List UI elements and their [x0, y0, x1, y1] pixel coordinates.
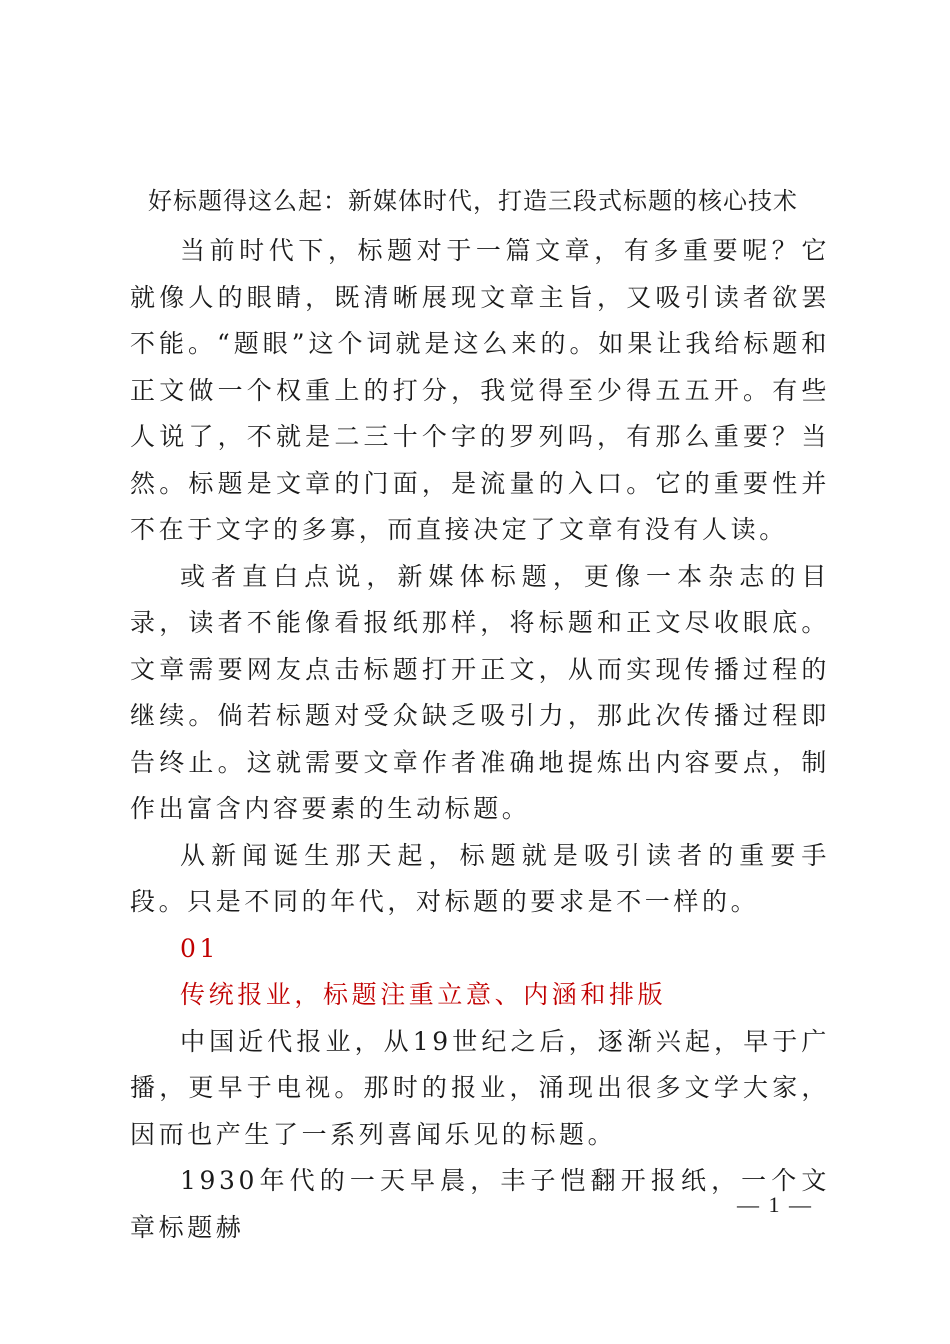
section-number: 01 — [180, 933, 220, 963]
body-paragraph-1: 当前时代下，标题对于一篇文章，有多重要呢？它就像人的眼睛，既清晰展现文章主旨，又吸引读者欲罢不能。“题眼”这个词就是这么来的。如果让我给标题和正文做一个权重上的打分，我觉得至少得五五开。有些人说了，不就是二三十个字的罗列吗，有那么重要？当然。标题是文章的门面，是流量的入口。它的重要性并不在于文字的多寡，而直接决定了文章有没有人读。 — [130, 236, 830, 544]
section-heading: 传统报业，标题注重立意、内涵和排版 — [180, 980, 667, 1009]
body-paragraph-3: 从新闻诞生那天起，标题就是吸引读者的重要手段。只是不同的年代，对标题的要求是不一样的。 — [130, 840, 830, 916]
section-paragraph-2: 1930年代的一天早晨，丰子恺翻开报纸，一个文章标题赫 — [130, 1166, 830, 1242]
section-paragraph-1: 中国近代报业，从19世纪之后，逐渐兴起，早于广播，更早于电视。那时的报业，涌现出很多文学大家，因而也产生了一系列喜闻乐见的标题。 — [130, 1026, 830, 1149]
document-body — [130, 228, 830, 1251]
body-paragraph-2: 或者直白点说，新媒体标题，更像一本杂志的目录，读者不能像看报纸那样，将标题和正文尽收眼底。文章需要网友点击标题打开正文，从而实现传播过程的继续。倘若标题对受众缺乏吸引力，那此次传播过程即告终止。这就需要文章作者准确地提炼出内容要点，制作出富含内容要素的生动标题。 — [130, 561, 830, 823]
document-title: 好标题得这么起：新媒体时代，打造三段式标题的核心技术 — [148, 187, 798, 215]
page-number: — 1 — — [737, 1192, 813, 1217]
